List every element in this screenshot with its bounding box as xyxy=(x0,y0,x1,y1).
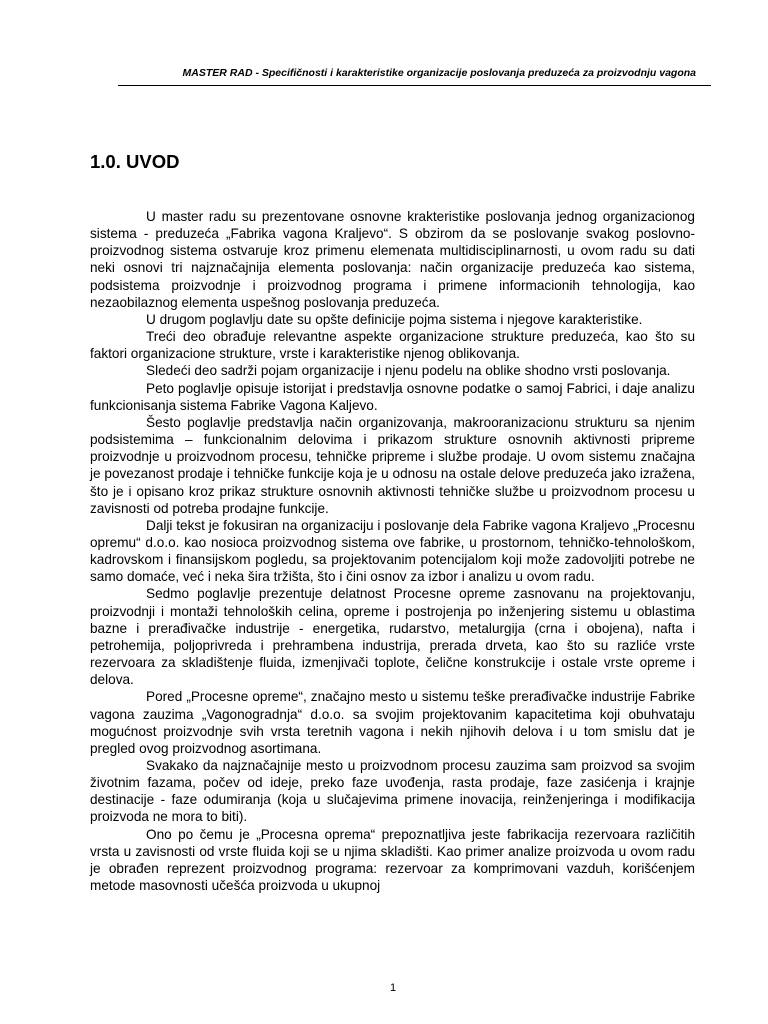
paragraph: Svakako da najznačajnije mesto u proizvodnom procesu zauzima sam proizvod sa svojim životnim fazama, počev od ideje, preko faze uvođenja, rasta prodaje, faze zasićenja i krajnje destinacije - faze odumiranja (koja u slučajevima primene inovacija, reinženjeringa i modifikacija proizvoda ne mora to biti). xyxy=(90,758,695,825)
paragraph: Sedmo poglavlje prezentuje delatnost Procesne opreme zasnovanu na projektovanju, proizvodnji i montaži tehnoloških celina, opreme i postrojenja po inženjering sistemu u oblastima bazne i prerađivačke industrije - energetika, rudarstvo, metalurgija (crna i obojena), nafta i petrohemija, poljoprivreda i prehrambena industrija, prerada drveta, kao što su razlićе vrste rezervoara za skladištenje fluida, izmenjivači toplote, čelične konstrukcije i ostale vrste opreme i delova. xyxy=(90,586,695,688)
header-divider xyxy=(118,85,711,86)
page-number: 1 xyxy=(389,982,397,994)
paragraph: Sledeći deo sadrži pojam organizacije i njenu podelu na oblike shodno vrsti poslovanja. xyxy=(146,363,671,379)
body-text xyxy=(90,208,695,894)
paragraph: Ono po čemu je „Procesna oprema“ prepoznatljiva jeste fabrikacija rezervoara različitih vrsta u zavisnosti od vrste fluida koji se u njima skladišti. Kao primer analize proizvoda u ovom radu je obrađen reprezent proizvodnog programa: rezervoar za komprimovani vazduh, korišćenjem metode masovnosti učešća proizvoda u ukupnoj xyxy=(90,826,695,894)
running-header: MASTER RAD - Specifičnosti i karakteristike organizacije poslovanja preduzeća za proizvodnju vagona xyxy=(182,67,696,79)
paragraph: Šesto poglavlje predstavlja način organizovanja, makrooranizacionu strukturu sa njenim podsistemima – funkcionalnim delovima i prikazom strukture osnovnih aktivnosti pripreme proizvodnje u proizvodnom procesu, tehničke pripreme i službe prodaje. U ovom sistemu značajna je povezanost prodaje i tehničke funkcije koja je u odnosu na ostale delove preduzeća jako izražena, što je i opisano kroz prikaz strukture osnovnih aktivnosti tehničke službe u proizvodnom procesu u zavisnosti od potreba prodajne funkcije. xyxy=(90,414,695,516)
chapter-heading: 1.0. UVOD xyxy=(90,151,180,172)
paragraph: U drugom poglavlju date su opšte definicije pojma sistema i njegove karakteristike. xyxy=(146,311,643,327)
paragraph: U master radu su prezentovane osnovne krakteristike poslovanja jednog organizacionog sistema - preduzeća „Fabrika vagona Kraljevo“. S obzirom da se poslovanje svakog poslovno-proizvodnog sistema ostvaruje kroz primenu elemenata multidisciplinarnosti, u ovom radu su dati neki osnovi tri najznačajnija elementa poslovanja: način organizacije preduzeća kao sistema, podsistema proizvodnje i proizvodnog programa i primene informacionih tehnologija, kao nezaobilaznog elementa uspešnog poslovanja preduzeća. xyxy=(90,209,695,310)
paragraph: Pored „Procesne opreme“, značajno mesto u sistemu teške prerađivačke industrije Fabrike vagona zauzima „Vagonogradnja“ d.o.o. sa svojim projektovanim kapacitetima koji obuhvataju mogućnost proizvodnje svih vrsta teretnih vagona i nekih njihovih delova i u tom smislu dat je pregled ovog proizvodnog asortimana. xyxy=(90,689,695,756)
paragraph: Treći deo obrađuje relevantne aspekte organizacione strukture preduzeća, kao što su faktori organizacione strukture, vrste i karakteristike njenog oblikovanja. xyxy=(90,329,695,362)
paragraph: Peto poglavlje opisuje istorijat i predstavlja osnovne podatke o samoj Fabrici, i daje analizu funkcionisanja sistema Fabrike Vagona Kaljevo. xyxy=(90,380,695,413)
paragraph: Dalji tekst je fokusiran na organizaciju i poslovanje dela Fabrike vagona Kraljevo „Procesnu opremu“ d.o.o. kao nosioca proizvodnog sistema ove fabrike, u prostornom, tehničko-tehnološkom, kadrovskom i finansijskom pogledu, sa projektovanim potencijalom koji može zadovoljiti potrebe ne samo domaće, već i neka šira tržišta, što i čini osnov za izbor i analizu u ovom radu. xyxy=(90,517,695,585)
